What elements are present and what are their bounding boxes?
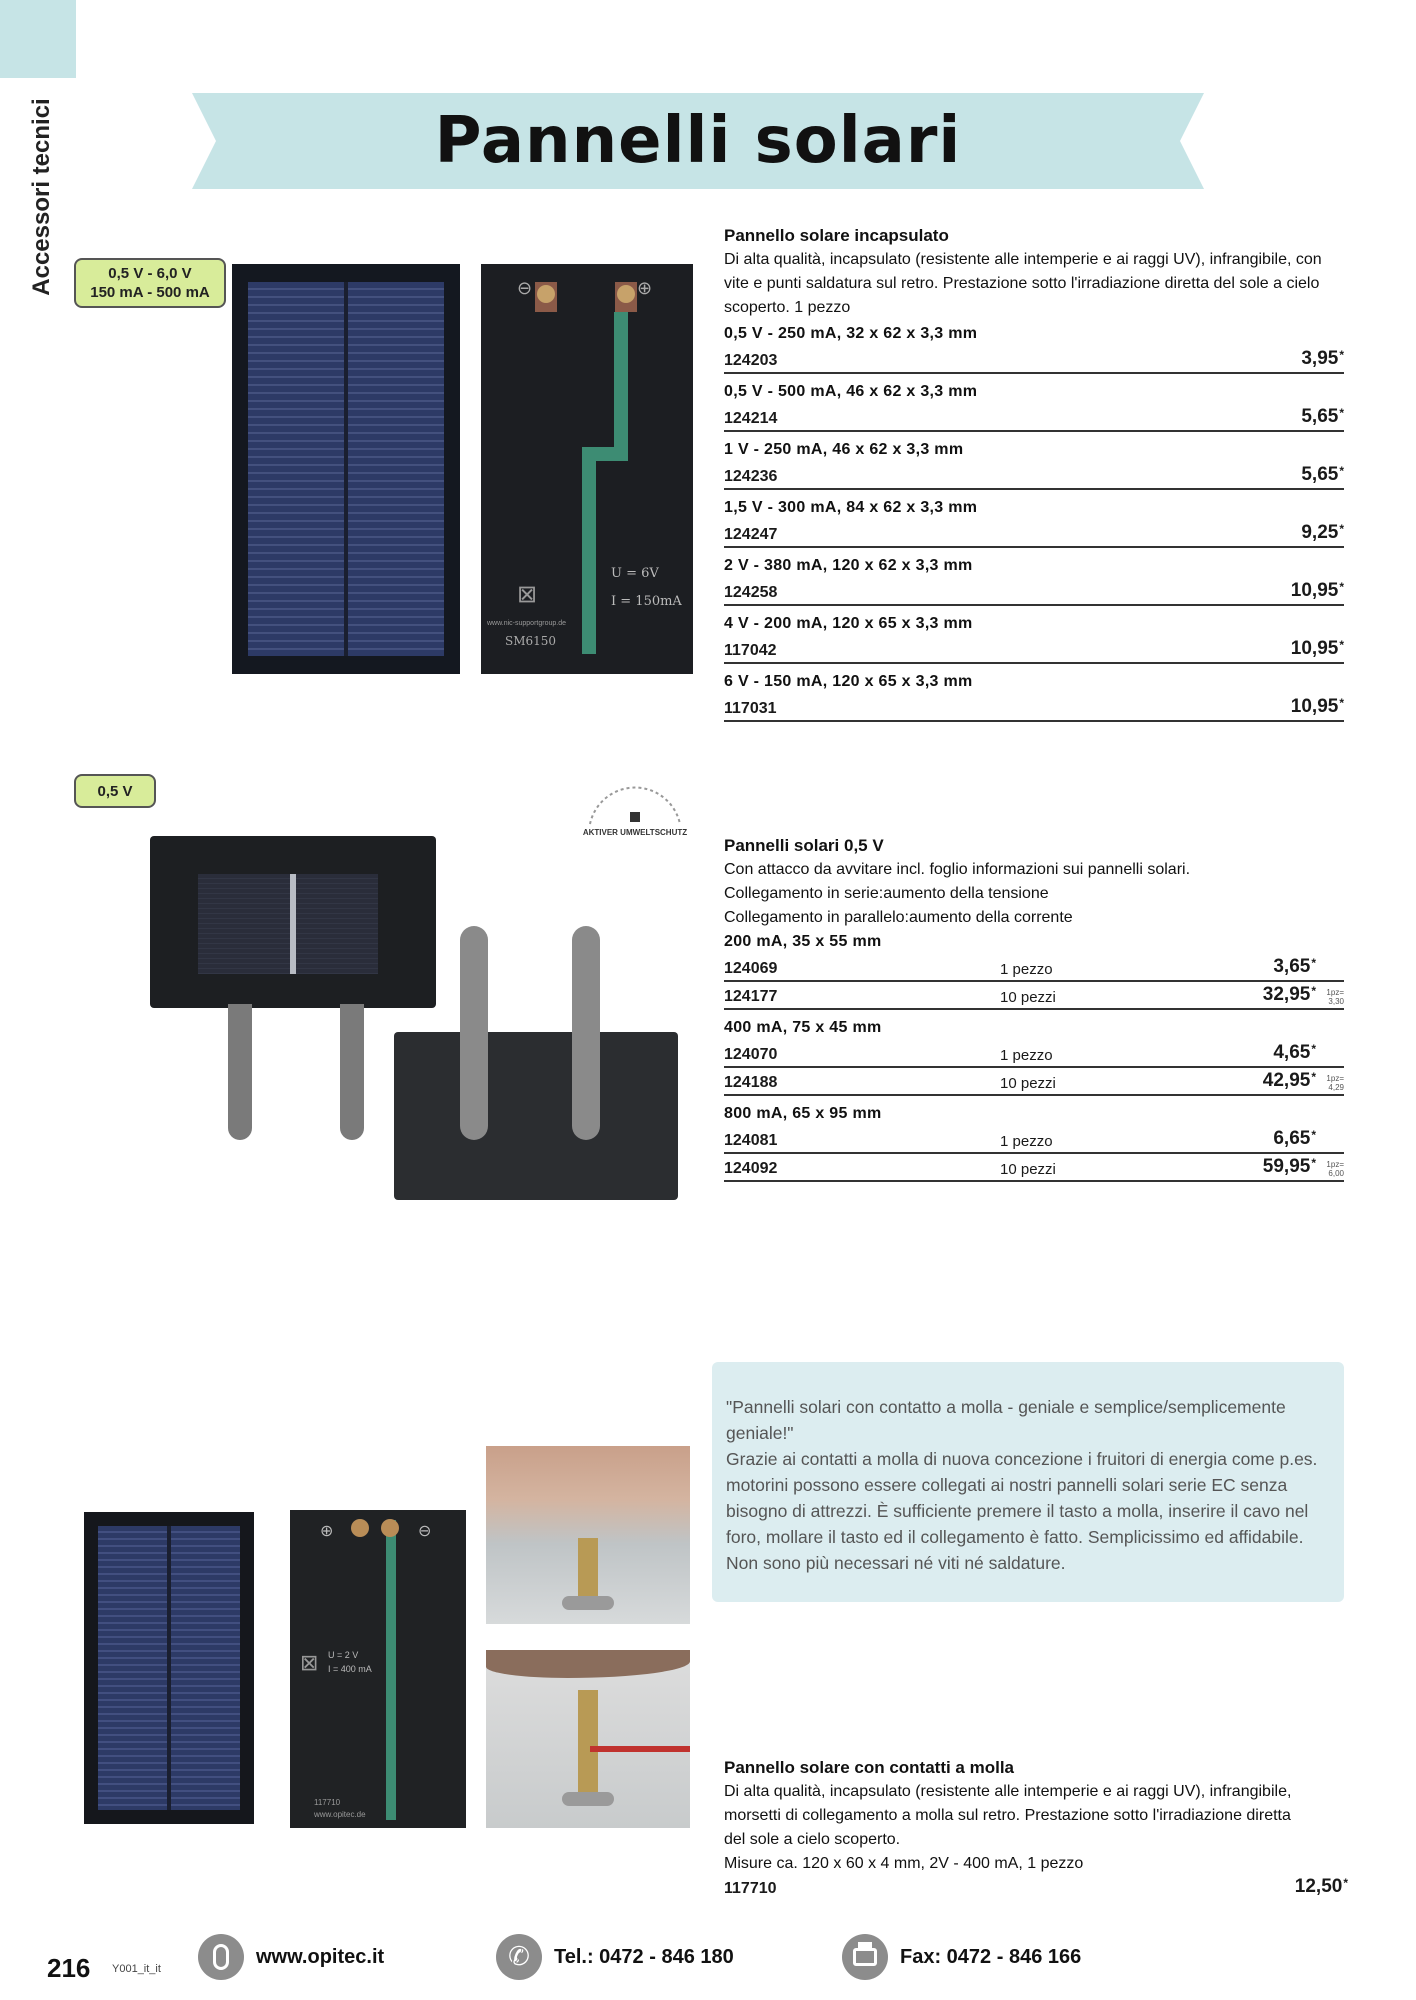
- back-code-label: 117710: [314, 1798, 341, 1807]
- screw-terminal: [572, 926, 600, 1140]
- page-title: Pannelli solari: [434, 104, 962, 178]
- circuit-trace: [481, 264, 693, 674]
- finger: [486, 1650, 690, 1678]
- brass-terminal: [578, 1690, 598, 1800]
- article-code: 124214: [724, 410, 778, 427]
- cell-divider: [167, 1526, 171, 1810]
- fax-number: Fax: 0472 - 846 166: [900, 1945, 1082, 1968]
- price: 4,65*: [1273, 1042, 1316, 1063]
- badge-line: 0,5 V - 6,0 V: [108, 265, 192, 282]
- solar-cells: [98, 1526, 240, 1810]
- price: 10,95*: [1290, 696, 1344, 717]
- price: 10,95*: [1290, 580, 1344, 601]
- badge-line: 150 mA - 500 mA: [90, 284, 210, 301]
- svg-text:⊕: ⊕: [637, 278, 653, 299]
- product-description-line: Con attacco da avvitare incl. foglio informazioni sui pannelli solari.: [724, 861, 1191, 878]
- quantity: 10 pezzi: [1000, 1161, 1056, 1178]
- phone-number: Tel.: 0472 - 846 180: [554, 1945, 734, 1968]
- table-row: [724, 520, 1344, 548]
- article-code: 117031: [724, 700, 777, 717]
- product-title: Pannello solare incapsulato: [724, 226, 949, 245]
- voltage-badge: [74, 258, 226, 308]
- terminal-base: [562, 1596, 614, 1610]
- back-current-label: I = 150mA: [611, 594, 682, 609]
- article-code: 124177: [724, 988, 778, 1005]
- price: 12,50*: [1294, 1876, 1348, 1897]
- solar-cells: [248, 282, 444, 656]
- back-voltage-label: U = 6V: [611, 566, 659, 581]
- variant-spec: 1,5 V - 300 mA, 84 x 62 x 3,3 mm: [724, 499, 978, 516]
- footer-fax: [842, 1934, 1081, 1980]
- price: 6,65*: [1273, 1128, 1316, 1149]
- variant-spec: 200 mA, 35 x 55 mm: [724, 933, 882, 950]
- table-row: [724, 636, 1344, 664]
- quantity: 1 pezzo: [1000, 1133, 1053, 1150]
- voltage-badge-small: 0,5 V: [74, 774, 156, 808]
- table-row: [724, 462, 1344, 490]
- article-code: 124203: [724, 352, 778, 369]
- corner-tab: [0, 0, 76, 78]
- recycle-bin-icon: ⊠: [300, 1650, 319, 1675]
- terminal-base: [562, 1792, 614, 1806]
- article-code: 124236: [724, 468, 778, 485]
- price: 10,95*: [1290, 638, 1344, 659]
- article-code: 124188: [724, 1074, 778, 1091]
- price: 3,95*: [1301, 348, 1344, 369]
- eco-stamp: [572, 772, 698, 846]
- variant-spec: 4 V - 200 mA, 120 x 65 x 3,3 mm: [724, 615, 973, 632]
- table-row: [724, 346, 1344, 374]
- price: 59,95*: [1262, 1156, 1316, 1177]
- small-solar-cells-image: [150, 836, 720, 1206]
- section-side-label: Accessori tecnici: [28, 98, 55, 296]
- table-row: [724, 1126, 1344, 1154]
- table-row: [724, 1040, 1344, 1068]
- product-description-line: Misure ca. 120 x 60 x 4 mm, 2V - 400 mA, 1 pezzo: [724, 1855, 1084, 1872]
- product-spring-contact: [724, 1756, 1348, 1900]
- cell-back: [394, 1032, 678, 1200]
- product-half-volt: [724, 834, 1344, 1182]
- table-row: [724, 954, 1344, 982]
- cell-front: [150, 836, 436, 1008]
- product-description-line: morsetti di collegamento a molla sul retro. Prestazione sotto l'irradiazione diretta: [724, 1807, 1291, 1824]
- svg-text:⊖: ⊖: [418, 1521, 432, 1540]
- quantity: 10 pezzi: [1000, 1075, 1056, 1092]
- unit-price: 1pz= 4,29: [1326, 1074, 1344, 1092]
- article-code: 124247: [724, 526, 778, 543]
- info-quote: "Pannelli solari con contatto a molla - geniale e semplice/semplicemente geniale!": [726, 1397, 1286, 1443]
- back-url-label: www.opitec.de: [314, 1810, 366, 1819]
- page-number: 216: [47, 1953, 91, 1983]
- price: 5,65*: [1301, 406, 1344, 427]
- article-code: 117710: [724, 1880, 777, 1897]
- variant-spec: 0,5 V - 500 mA, 46 x 62 x 3,3 mm: [724, 383, 978, 400]
- screw-terminal: [460, 926, 488, 1140]
- quantity: 1 pezzo: [1000, 961, 1053, 978]
- price: 3,65*: [1273, 956, 1316, 977]
- article-code: 117042: [724, 642, 777, 659]
- article-code: 124070: [724, 1046, 778, 1063]
- variant-spec: 6 V - 150 mA, 120 x 65 x 3,3 mm: [724, 673, 973, 690]
- product-title: Pannelli solari 0,5 V: [724, 836, 884, 855]
- solar-cells: [198, 874, 378, 974]
- price: 42,95*: [1262, 1070, 1316, 1091]
- solar-panel-front-image: [232, 264, 460, 674]
- article-code: 124081: [724, 1132, 778, 1149]
- quantity: 10 pezzi: [1000, 989, 1056, 1006]
- unit-price: 1pz= 3,30: [1326, 988, 1344, 1006]
- table-row: [724, 1068, 1344, 1096]
- unit-price: 1pz= 6,00: [1326, 1160, 1344, 1178]
- article-code: 124069: [724, 960, 778, 977]
- variant-list: [724, 322, 1344, 722]
- variant-spec: 1 V - 250 mA, 46 x 62 x 3,3 mm: [724, 441, 964, 458]
- variant-spec: 2 V - 380 mA, 120 x 62 x 3,3 mm: [724, 557, 973, 574]
- svg-text:⊕: ⊕: [320, 1521, 334, 1540]
- quantity: 1 pezzo: [1000, 1047, 1053, 1064]
- back-model-label: SM6150: [505, 634, 557, 648]
- product-description: Di alta qualità, incapsulato (resistente alle intemperie e ai raggi UV), infrangibile, con vite e punti saldatura sul retro. Prestazione sotto l'irradiazione diretta del sole a cielo scoperto. 1 pezzo: [724, 251, 1322, 316]
- catalog-code: Y001_it_it: [112, 1963, 161, 1975]
- phone-icon: ✆: [496, 1934, 542, 1980]
- cell-busbar: [290, 874, 296, 974]
- table-row: [724, 578, 1344, 606]
- info-text: Grazie ai contatti a molla di nuova concezione i fruitori di energia come p.es. motorini possono essere collegati ai nostri pannelli solari serie EC senza bisogno di attrezzi. È sufficiente premere il tasto a molla, inserire il cavo nel foro, mollare il tasto ed il collegamento è fatto. Semplicissimo ed affidabile. Non sono più necessari né viti né saldature.: [726, 1449, 1318, 1573]
- table-row: [724, 982, 1344, 1010]
- product-encapsulated: [724, 224, 1344, 722]
- back-current-label: I = 400 mA: [328, 1664, 372, 1674]
- eco-stamp-text: AKTIVER UMWELTSCHUTZ: [582, 828, 688, 837]
- terminal-tab: [340, 1004, 364, 1140]
- spring-panel-front-image: [84, 1512, 254, 1824]
- svg-text:⊖: ⊖: [517, 278, 533, 299]
- article-code: 124258: [724, 584, 778, 601]
- product-description-line: Collegamento in serie:aumento della tensione: [724, 885, 1049, 902]
- table-row: [724, 1154, 1344, 1182]
- table-row: [724, 1876, 1348, 1900]
- table-row: [724, 694, 1344, 722]
- spring-panel-back-image: [290, 1510, 466, 1828]
- eco-stamp-arc: [572, 772, 698, 832]
- product-description-line: del sole a cielo scoperto.: [724, 1831, 901, 1848]
- red-wire: [590, 1746, 690, 1752]
- variant-spec: 0,5 V - 250 mA, 32 x 62 x 3,3 mm: [724, 325, 978, 342]
- fax-icon: [842, 1934, 888, 1980]
- product-description-line: Di alta qualità, incapsulato (resistente alle intemperie e ai raggi UV), infrangibile,: [724, 1783, 1292, 1800]
- mouse-icon: [198, 1934, 244, 1980]
- terminal-tab: [228, 1004, 252, 1140]
- product-description-line: Collegamento in parallelo:aumento della corrente: [724, 909, 1073, 926]
- price: 32,95*: [1262, 984, 1316, 1005]
- price: 9,25*: [1301, 522, 1344, 543]
- solar-panel-back-image: [481, 264, 693, 674]
- spring-contact-photo-2: [486, 1650, 690, 1828]
- spring-contact-photo-1: [486, 1446, 690, 1624]
- back-voltage-label: U = 2 V: [328, 1650, 359, 1660]
- variant-spec: 800 mA, 65 x 95 mm: [724, 1105, 882, 1122]
- footer-phone: [496, 1934, 734, 1980]
- product-title: Pannello solare con contatti a molla: [724, 1758, 1015, 1777]
- website-link[interactable]: www.opitec.it: [256, 1945, 385, 1968]
- footer-website[interactable]: [198, 1934, 384, 1980]
- back-url-label: www.nic-supportgroup.de: [487, 620, 566, 627]
- cell-divider: [344, 282, 348, 656]
- recycle-bin-icon: ⊠: [517, 581, 538, 608]
- article-code: 124092: [724, 1160, 778, 1177]
- variant-spec: 400 mA, 75 x 45 mm: [724, 1019, 882, 1036]
- price: 5,65*: [1301, 464, 1344, 485]
- info-box: [712, 1362, 1344, 1602]
- table-row: [724, 404, 1344, 432]
